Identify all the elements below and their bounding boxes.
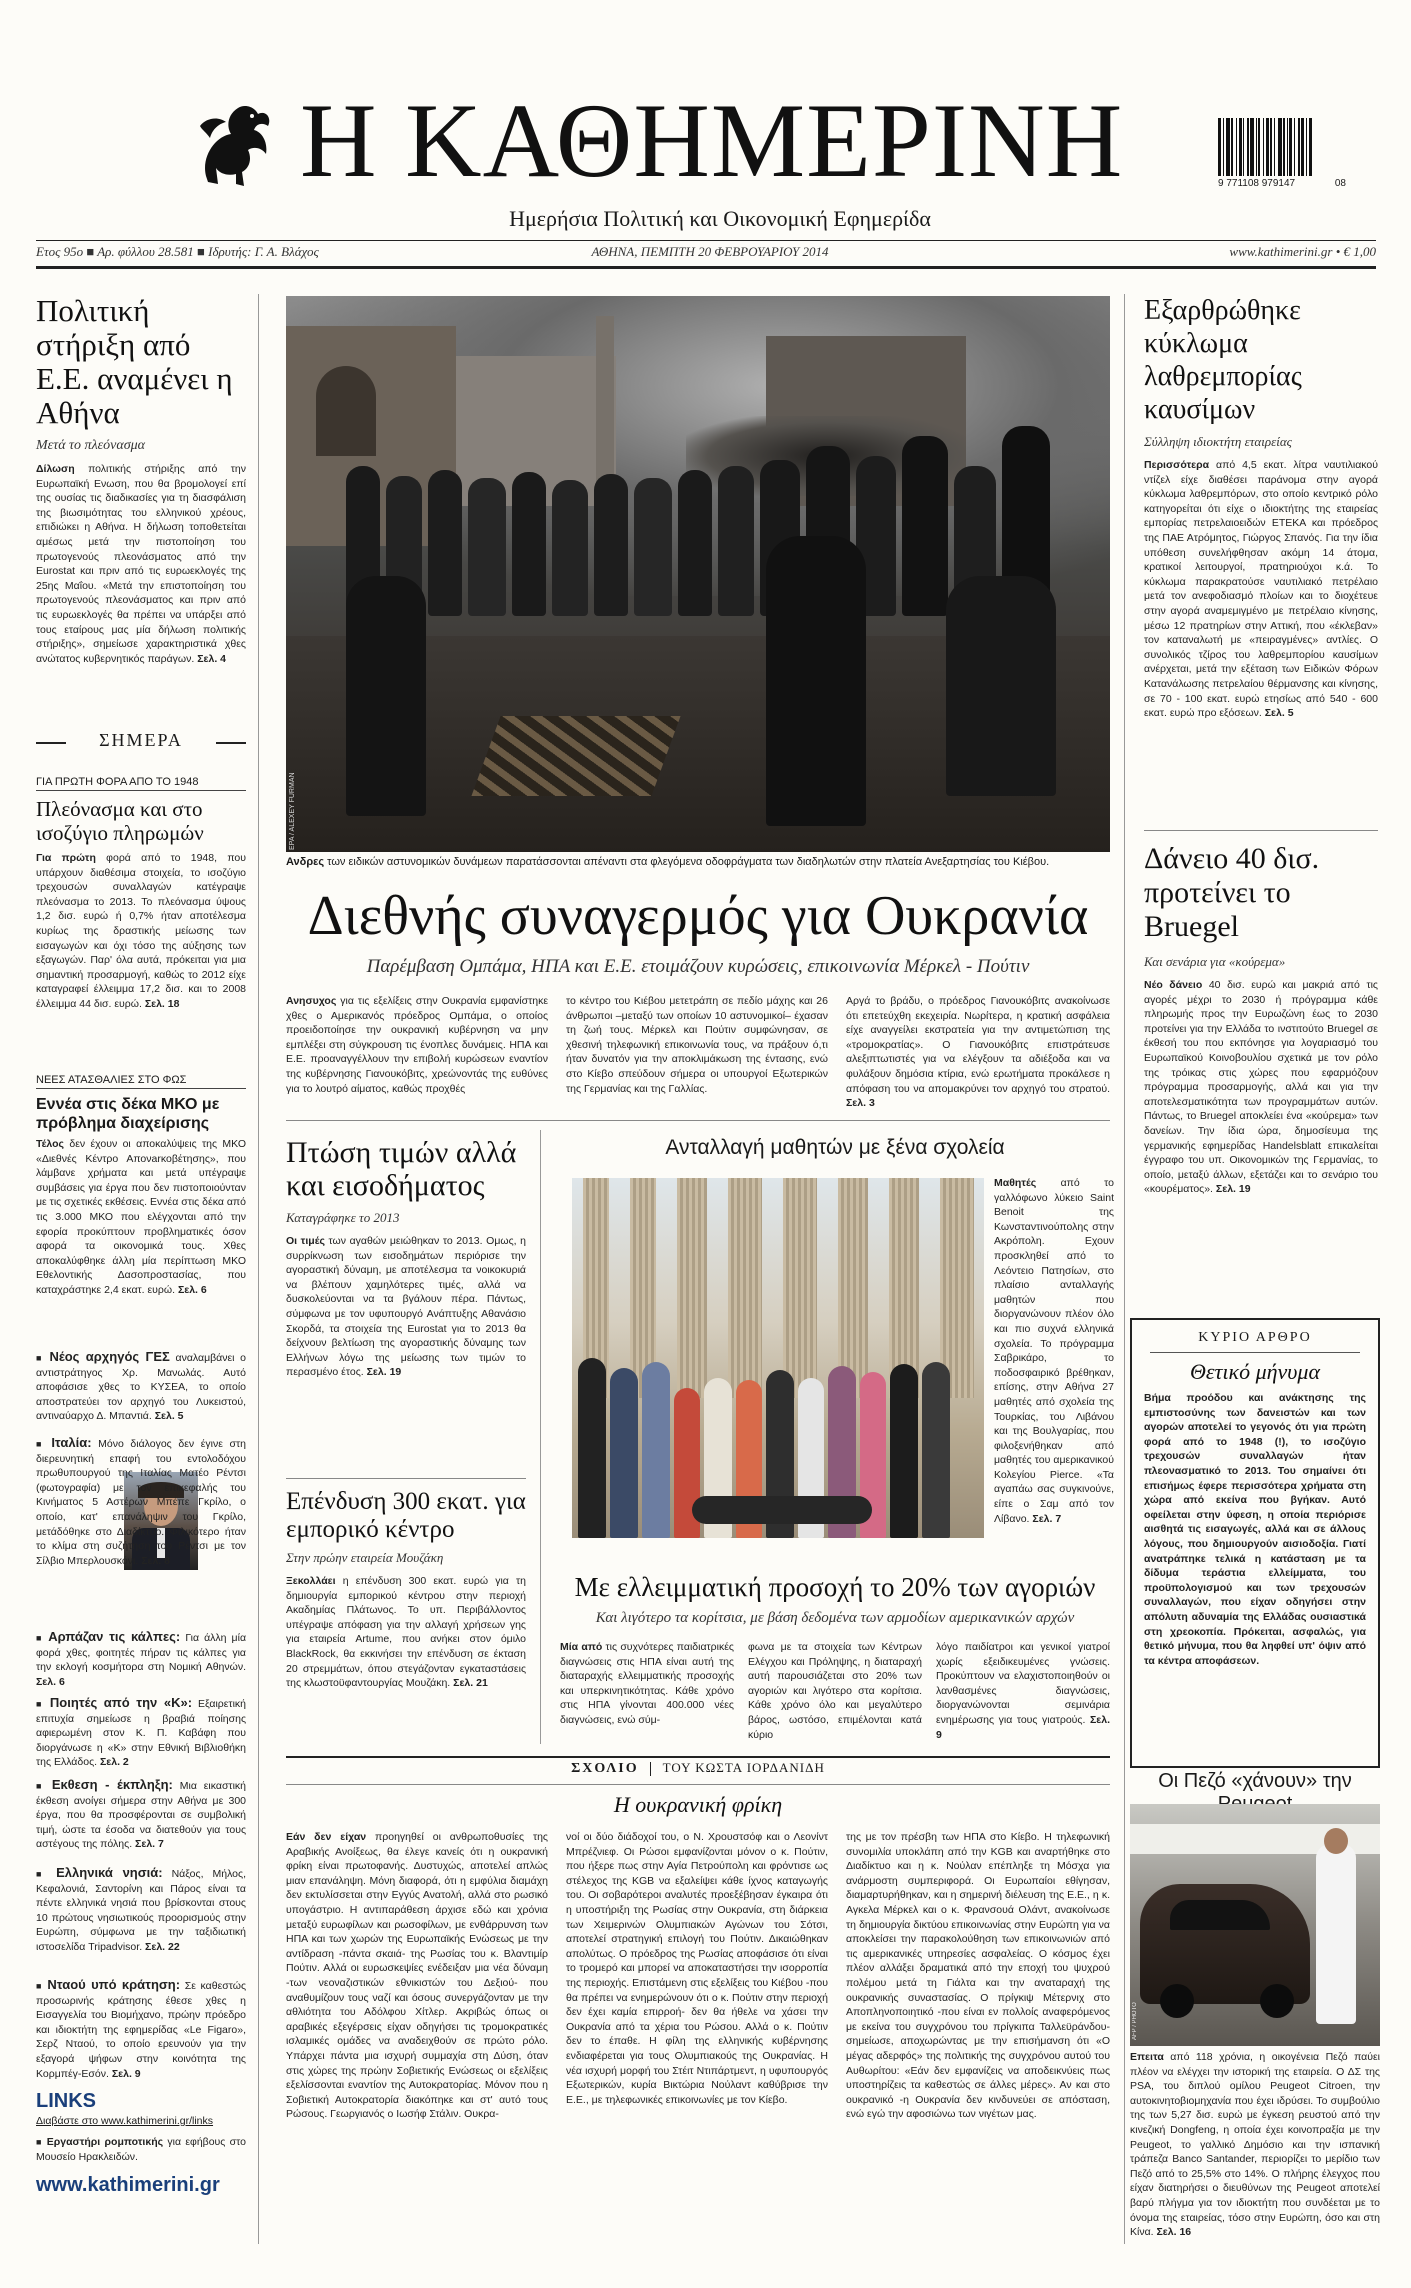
masthead-tagline: Ημερήσια Πολιτική και Οικονομική Εφημερίδα bbox=[509, 206, 931, 231]
boys-lead: Μία από bbox=[560, 1641, 603, 1653]
lead-col-3 bbox=[846, 994, 1110, 1112]
worker-figure bbox=[1316, 1844, 1356, 2024]
today-story-4-pin: ■ Ιταλία: bbox=[36, 1435, 92, 1450]
exchange-lead: Μαθητές bbox=[994, 1177, 1037, 1189]
today-story-9-pin: ■ Νταού υπό κράτηση: bbox=[36, 1977, 180, 1992]
today-story-1 bbox=[36, 776, 246, 1066]
today-story-3-pin: ■ Νέος αρχηγός ΓΕΣ bbox=[36, 1349, 170, 1364]
lead-story-lead: Ανησυχος bbox=[286, 995, 337, 1007]
links-label: LINKS bbox=[36, 2090, 96, 2112]
today-story-3-body: αναλαμβάνει ο αντιστράτηγος Χρ. Μανωλάς. Αυτό αποφάσισε χθες το ΚΥΣΕΑ, το οποίο αποστρατεύει τον αρχηγό του Λυκειστού, αντιναύαρχο Δ. Μπαντιά. bbox=[36, 1352, 247, 1423]
issue-date: ΑΘΗΝΑ, ΠΕΜΠΤΗ 20 ΦΕΒΡΟΥΑΡΙΟΥ 2014 bbox=[591, 244, 829, 259]
lead-photo-caption bbox=[286, 856, 1110, 874]
prices-kicker: Καταγράφηκε το 2013 bbox=[286, 1210, 400, 1225]
lead-photo-credit: EPA / ALEXEY FURMAN bbox=[289, 772, 296, 850]
fuel-body: από 4,5 εκατ. λίτρα ναυτιλιακού ντίζελ είχε διαθέσει παράνομα στην αγορά κύκλωμα λαθρεμπόρων, στο οποίο κεντρικό ρόλο κατηγορείται ότι είχε ο ιδιοκτήτης της εταιρείας εμπορίας πετρελαιοειδών ΕΤΕΚΑ και πρόεδρος της ΠΑΕ Ατρόμητος, Γιώργος Σπανός. Για την ίδια υπόθεση συνελήφθησαν ακόμη 14 άτομα, κρατικοί λειτουργοί, πρατηριούχοι κ.ά. Το κύκλωμα παρακρατούσε ναυτιλιακό πετρέλαιο μετά τον ανεφοδιασμό πλοίων και το διοχέτευε στην αγορά αναμεμιγμένο με πετρέλαιο κίνησης, μέσω 12 πρατηρίων στην Αττική, που «έκλεβαν» τον καταναλωτή με «πειραγμένες» αντλίες. Ο συνολικός τζίρος του λαθρεμπορίου καυσίμων ανέρχεται, μετά την εξέταση των Ειδικών Φόρων Κατανάλωσης πετρελαίου θέρμανσης και κίνησης, σε 70 - 100 εκατ. ευρώ ετησίως από 540 - 600 εκατ. ευρώ προ εξόσεων. bbox=[1144, 459, 1379, 720]
today-story-9-ref: Σελ. 9 bbox=[111, 2067, 141, 2080]
today-story-2-ref: Σελ. 6 bbox=[177, 1283, 207, 1296]
today-header bbox=[36, 730, 246, 756]
today-story-2-headline: Εννέα στις δέκα ΜΚΟ με πρόβλημα διαχείρισης bbox=[36, 1096, 220, 1132]
today-story-2-lead: Τέλος bbox=[36, 1138, 64, 1150]
today-story-1-lead: Για πρώτη bbox=[36, 852, 96, 864]
boys-col-1 bbox=[560, 1640, 734, 1744]
loan-kicker: Και σενάρια για «κούρεμα» bbox=[1144, 954, 1286, 969]
exchange-headline: Ανταλλαγή μαθητών με ξένα σχολεία bbox=[665, 1136, 1005, 1159]
exchange-body: από το γαλλόφωνο λύκειο Saint Benoit της Κωνσταντινούπολης στην Ακρόπολη. Εχουν προσκληθεί από το Λεόντειο Πατησίων, στο πλαίσιο ανταλλαγής μαθητών που διοργανώνουν πλέον όλο και πιο συχνά ελληνικά σχολεία. Το πρόγραμμα Σαβρικάρο, το ποδοσφαιρικό βρέθηκαν, επίσης, στην Αθήνα 27 μαθητές από σχολεία της Τουρκίας, του Λιβάνου και της Βουλγαρίας, που φιλοξενήθηκαν από μαθητές του αμερικανικού Κολεγίου Pierce. «Τα αγαπάω σας συγκινούνε, είπε ο Σαμ από τον Λίβανο. bbox=[994, 1177, 1114, 1525]
column-author: ΤΟΥ ΚΩΣΤΑ ΙΟΡΔΑΝΙΔΗ bbox=[662, 1760, 825, 1775]
links-item-pin: ■ Εργαστήρι ρομποτικής bbox=[36, 2136, 163, 2148]
today-story-2 bbox=[36, 1074, 246, 1344]
kiev-riot-photo bbox=[286, 296, 1110, 852]
left-story-kicker: Μετά το πλεόνασμα bbox=[36, 438, 145, 453]
investment-ref: Σελ. 21 bbox=[453, 1677, 488, 1690]
column-lead: Εάν δεν είχαν bbox=[286, 1831, 367, 1843]
loan-lead: Νέο δάνειο bbox=[1144, 979, 1203, 991]
today-story-7 bbox=[36, 1778, 246, 1860]
today-story-1-body: φορά από το 1948, που υπάρχουν διαθέσιμα στοιχεία, το ισοζύγιο τρεχουσών συναλλαγών κατέγραψε πλεόνασμα το 2013. Το πλεόνασμα ύψους 1,2 δισ. ευρώ ή 0,7% ήταν αποτέλεσμα κυρίως της δραστικής μείωσης των εισαγωγών και όχι τόσο της αύξησης των εξαγωγών. Παρ' όλα αυτά, πρόκειται για μια σημαντική προσαρμογή, καθώς το 2012 είχε καταγραφεί έλλειμμα 17,2 δισ. και το 2008 έλλειμμα 44 δισ. ευρώ. bbox=[36, 852, 246, 1010]
investment-headline: Επένδυση 300 εκατ. για εμπορικό κέντρο bbox=[286, 1488, 526, 1543]
editorial-box bbox=[1130, 1318, 1380, 1768]
caption-text: των ειδικών αστυνομικών δυνάμεων παρατάσσονται απέναντι στα φλεγόμενα οδοφράγματα των διαδηλωτών στην πλατεία Ανεξαρτησίας του Κιέβου. bbox=[327, 856, 1050, 868]
prices-headline: Πτώση τιμών αλλά και εισοδήματος bbox=[286, 1136, 517, 1202]
today-story-8-ref: Σελ. 22 bbox=[145, 1940, 180, 1953]
peugeot-body: από 118 χρόνια, η οικογένεια Πεζό παύει πλέον να ελέγχει την ιστορική της εταιρεία. Ο ΔΣ της PSA, του διπλού ομίλου Peugeot Citroen, την αυτοκινητοβιομηχανία που έχει ιδρύσει. Το συμβούλιο της των 5,27 δισ. ευρώ με έγκεση ρευστού από την κινεζική Dongfeng, η οποία έχει κοινοπραξία με την Peugeot, το γαλλικό Δημόσιο και την ισπανική τράπεζα Banco Santander, περιορίζει το μερίδιο των Πεζό από το 25,5% στο 14%. Ο πλήρης έλεγχος που είχαν διατηρήσει ο διευθύνων της Peugeot αποτελεί βαρύ πλήγμα για τον ιδιοκτήτη που συνδέεται με το όνομα της εταιρείας, τόσο στην Ευρώπη, όσο και στη Κίνα. bbox=[1130, 2051, 1381, 2239]
boys-col3-text: λόγο παιδίατροι και γενικοί γιατροί χωρίς εξειδικευμένες γνώσεις. Προκύπτουν να ελαχιστοποιηθούν οι λανθασμένες διαγνώσεις, διοργανώνονται σεμινάρια ενημέρωσης για τους γιατρούς. bbox=[936, 1641, 1110, 1726]
today-story-8-pin: ■ Ελληνικά νησιά: bbox=[36, 1865, 163, 1880]
lead-story-col1: για τις εξελίξεις στην Ουκρανία εμφανίστηκε χθες ο Αμερικανός πρόεδρος Ομπάμα, ο οποίος προειδοποίησε την ουκρανική κυβέρνηση να μην εμπλέξει στη σύγκρουση τις ένοπλες δυνάμεις. ΗΠΑ και Ε.Ε. προαναγγέλλουν την επιβολή κυρώσεων εναντίον της κυβέρνησης Γιανουκόβιτς, χρεώνοντάς της ευθύνες για το λουτρό αίματος, καθώς προχθές bbox=[286, 995, 548, 1095]
today-story-1-headline: Πλεόνασμα και στο ισοζύγιο πληρωμών bbox=[36, 797, 204, 845]
today-story-8-body: Νάξος, Μήλος, Κεφαλονιά, Σαντορίνη και Πάρος είναι τα πέντε ελληνικά νησιά που βρίσκονται στους 10 πρώτους νησιωτικούς προορισμούς στην Ευρώπη, σύμφωνα με την ταξιδιωτική ιστοσελίδα Tripadvisor. bbox=[36, 1868, 246, 1953]
boys-col-3 bbox=[936, 1640, 1110, 1744]
fuel-headline: Εξαρθρώθηκε κύκλωμα λαθρεμπορίας καυσίμων bbox=[1144, 295, 1302, 425]
column-header bbox=[286, 1760, 1110, 1782]
today-story-5-ref: Σελ. 6 bbox=[36, 1675, 65, 1688]
prices-body: των αγαθών μειώθηκαν το 2013. Ομως, η συρρίκνωση των εισοδημάτων περιόρισε την αγοραστική δύναμη, με αποτέλεσμα τα νοικοκυριά να βλέπουν χαμηλότερες τιμές, αλλά να δυσκολεύονται να τα βγάλουν πέρα. Πάντως, σύμφωνα με τον υφυπουργό Ανάπτυξης Αθανάσιο Σκορδά, τα στοιχεία της Eurostat για το 2013 θα δείχνουν βελτίωση της αγοραστικής δύναμης των Ελλήνων λόγω της μείωσης των τιμών το περασμένο έτος. bbox=[286, 1235, 527, 1379]
today-story-2-tag: ΝΕΕΣ ΑΤΑΣΘΑΛΙΕΣ ΣΤΟ ΦΩΣ bbox=[36, 1074, 246, 1089]
today-story-4-body: Μόνο διάλογος δεν έγινε στη διερευνητική επαφή του εντολοδόχου πρωθυπουργού της Ιταλίας Ματέο Ρέντσι (φωτογραφία) με τον επικεφαλής του Κινήματος 5 Αστέρων Μπέπε Γκρίλο, ο οποίο, κατ' επανάληψιν του Γκρίλο, μετάδόθηκε στο Διαδίκτυο. Φιλικότερο ήταν το κλίμα στη συζήτηση του Ρέντσι με τον Σίλβιο Μπερλουσκόνι. bbox=[36, 1438, 246, 1567]
left-story bbox=[36, 294, 246, 732]
exchange-text bbox=[994, 1176, 1114, 1550]
today-story-5-body: Για άλλη μία φορά χθες, φοιτητές πήραν τις κάλπες για την εκλογή κοσμήτορα στη Νομική Αθηνών. bbox=[36, 1632, 247, 1674]
lead-deck: Παρέμβαση Ομπάμα, ΗΠΑ και Ε.Ε. ετοιμάζουν κυρώσεις, επικοινωνία Μέρκελ - Πούτιν bbox=[366, 956, 1030, 977]
loan-story bbox=[1144, 842, 1378, 1312]
fuel-story bbox=[1144, 294, 1378, 814]
investment-kicker: Στην πρώην εταιρεία Μουζάκη bbox=[286, 1550, 444, 1565]
peugeot-headline: Οι Πεζό «χάνουν» την bbox=[1158, 1770, 1352, 1792]
column-col-2: νοί οι δύο διάδοχοί του, ο Ν. Χρουστσόφ και ο Λεονίντ Μπρέζνιεφ. Οι Ρώσοι εμφανίζονται μόνον ο κ. Πούτιν, που ήξερε πως στην Αγία Πετρούπολη και φρόντισε ως στέλεχος της KGB να εξαλείψει κάθε ίχνος καταγωγής του. Οι σοβαρότεροι αναλυτές προεξέβησαν έγκαιρα ότι η υποστήριξη της Ρωσίας στην Ουκρανία, στη διάρκεια των Χειμερινών Ολυμπιακών Αγώνων του Σότσι, αποτελεί στρατηγική επιλογή του Πούτιν. Δικαιώθηκαν απολύτως. Ο πρόεδρος της Ρωσίας αποφάσισε ότι είναι το τρομερό και μπορεί να αποκαταστήσει την ισορροπία της περιοχής. Επιστάμενη στις εξελίξεις του Κιέβου -που θα πρέπει να ενημερώνουν ότι ο κ. Πούτιν στην περιοχή δεν έχει καμία επιρροή- δεν θα ήθελε να χάσει την Ουκρανία από τα χέρια του Ρώσου. Αλλά ο κ. Πούτιν δεν το έπαθε. Η φίλη της ελληνικής κυβέρνησης ενδιαφέρεται για τους Ολυμπιακούς της Ουκρανίας. Η νέα ισχυρή μορφή του Στέιτ Ντιπάρτμεντ, η υφυπουργός Εξωτερικών, κυρία Βικτώρια Νούλαντ καθύβρισε την Ε.Ε., με τηλεφωνικές επικοινωνίες με τον Κίεβο. bbox=[566, 1831, 828, 2106]
loan-body: 40 δισ. ευρώ και μακριά από τις αγορές μέχρι το 2030 ή πρόγραμμα κάθε πληρωμής προς την Ευρωζώνη έως το 2030 προτείνει για την Ελλάδα το ινστιτούτο Bruegel σε έκθεσή του που εκπόνησε για λογαριασμό του Ευρωπαϊκού Κοινοβουλίου σχετικά με τον ρόλο της τρόικας στις χώρες που εφαρμόζουν πρόγραμμα προσαρμογής, αλλά και για την αποτελεσματικότητα των προγραμμάτων αυτών. Πάντως, το Bruegel αποκλείει ένα «κούρεμα» των δανείων. Την ίδια ώρα, δημοσίευμα της γερμανικής εφημερίδας Handelsblatt επικαλείται έγγραφο του υπ. Οικονομικών της Γερμανίας, το οποίο, μεταξύ άλλων, εξετάζει και το σενάριο του «κουρέματος». bbox=[1144, 979, 1378, 1196]
today-story-7-ref: Σελ. 7 bbox=[135, 1838, 164, 1851]
prices-lead: Οι τιμές bbox=[286, 1235, 325, 1247]
today-story-6 bbox=[36, 1696, 246, 1772]
today-story-1-ref: Σελ. 18 bbox=[144, 997, 180, 1010]
column-col-3: της με τον πρέσβη των ΗΠΑ στο Κίεβο. Η τηλεφωνική συνομιλία υποκλάπη από την KGB και αναρτήθηκε στο Διαδίκτυο και η κ. Νούλαν επέπληξε τη Μόσχα για ανάρμοστη συμπεριφορά. Οι Ευρωπαίοι εθίγησαν, διαμαρτυρήθηκαν, και η σημερινή διέλευση της Ε.Ε., η κ. Αγκελα Μέρκελ και ο κ. Φρανσουά Ολάντ, ανακοίνωσε τη δημιουργία δικτύου επικοινωνίας στην Ευρώπη για να αποκλείσει την παρακολούθηση των επικοινωνιών από τις αμερικανικές υπηρεσίες ασφαλείας. Ο κόσμος έχει πλέον αλλάξει δραματικά από την εποχή του ψυχρού πολέμου μετά τη Γιάλτα και την αναταραχή της ουκρανικής συναστασίας. Ο πρίγκιψ Μέτερνιχ στο Αποπληνοποιητικό -που είναι εν πολλοίς αναφερόμενος με εκείνα του συγχρόνου του πρίγκιπα Ταλλεϋράνδου- σημείωσε, αποχωρώντας με την επισήμανση ότι «Ο μέγας αδερφός» της πολιτικής της συγχρόνου αυτού του Αυθωρίτου: «Εάν δεν εμφανίζεις να αποδεικνύεις πως υποστηρίζεις τα καθεστώς σε άλλες μέρες». Αν και στο ουκρανικό -η Ουκρανία δεν κινδυνεύει σε απόσταση, ενώ εγώ την αφοσιώνω των νιγέτων μας. bbox=[846, 1831, 1110, 2121]
exchange-ref: Σελ. 7 bbox=[1032, 1512, 1062, 1525]
lead-story-col3: Αργά το βράδυ, ο πρόεδρος Γιανουκόβιτς ανακοίνωσε ότι επετεύχθη εκεχειρία. Νωρίτερα, η κρατική ασφάλεια είχε αναγγείλει εκστρατεία για την αντιμετώπιση της «τρομοκρατίας». Ο Γιανουκόβιτς επιστράτευσε αλεξιπτωτιστές για να ελέγξουν τα αδιέξοδα και να φυλάξουν δημόσια κτίρια, ενώ ερωτήματα προκάλεσε η απόφαση του να απομακρύνει τον αρχηγό του στρατού. bbox=[846, 995, 1110, 1095]
loan-headline: Δάνειο 40 δισ. προτείνει το Bruegel bbox=[1144, 842, 1320, 943]
today-label: ΣΗΜΕΡΑ bbox=[99, 730, 183, 750]
today-story-9-body: Σε καθεστώς προσωρινής κράτησης έθεσε χθες η Εισαγγελία του Βιομήχανο, πρώην πρόεδρο και ιδιοκτήτη της εφημερίδας «Le Figaro», Σερζ Νταού, το οποίο ερευνούν για την εξαγορά ψήφων στην κοινότητα της Κορμπέγ-Εσόν. bbox=[36, 1980, 247, 2080]
links-item-body: για εφήβους στο Μουσείο Ηρακλειδών. bbox=[36, 2136, 246, 2163]
left-story-body: πολιτικής στήριξης από την Ευρωπαϊκή Ενωση, που θα βρομολογεί επί της ουσίας τις διαδικασίες για τη διασφάλιση της βιωσιμότητας του ελληνικού χρέους, επιδιώκει η Αθήνα. Η δήλωση τοποθετείται αμέσως μετά την πιστοποίηση του πρωτογενούς πλεονάσματος από την Eurostat και πριν από τις ευρωεκλογές της 25ης Μαΐου. «Μετά την επιστοποίηση του πρωτογενούς πλεονάσματος και πριν από τις ευρωεκλογές θα πρέπει να υπάρξει από τους εταίρους μας μία δήλωση πολιτικής στήριξης», σημείωσε χαρακτηριστικά χθες ανώτατος κυβερνητικός παράγων. bbox=[36, 463, 246, 665]
left-story-headline: Πολιτική στήριξη από Ε.Ε. αναμένει η Αθήνα bbox=[36, 293, 233, 430]
today-story-4 bbox=[36, 1436, 246, 1604]
today-story-5-pin: ■ Αρπάζαν τις κάλπες: bbox=[36, 1629, 180, 1644]
masthead-title: Η ΚΑΘΗΜΕΡΙΝΗ bbox=[300, 82, 1124, 199]
boys-deck: Και λιγότερο τα κορίτσια, με βάση δεδομένα των αρμοδίων αμερικανικών αρχών bbox=[595, 1610, 1075, 1626]
today-story-6-pin: ■ Ποιητές από την «Κ»: bbox=[36, 1695, 192, 1710]
prices-ref: Σελ. 19 bbox=[366, 1366, 402, 1379]
editorial-label: ΚΥΡΙΟ ΑΡΘΡΟ bbox=[1198, 1330, 1312, 1345]
lead-headline: Διεθνής συναγερμός για Ουκρανία bbox=[307, 885, 1089, 947]
today-story-6-ref: Σελ. 2 bbox=[99, 1756, 129, 1769]
today-story-8 bbox=[36, 1866, 246, 1968]
links-box bbox=[36, 2090, 246, 2250]
peugeot-ref: Σελ. 16 bbox=[1156, 2226, 1192, 2239]
today-story-3 bbox=[36, 1350, 246, 1432]
issue-info: Ετος 95ο ■ Αρ. φύλλου 28.581 ■ Ιδρυτής: Γ. Α. Βλάχος bbox=[36, 244, 319, 259]
griffin-emblem-icon bbox=[196, 96, 274, 196]
website-link[interactable]: www.kathimerini.gr bbox=[36, 2174, 220, 2197]
investment-story bbox=[286, 1488, 526, 1744]
lead-col-1 bbox=[286, 994, 548, 1112]
editorial-body: Βήμα προόδου και ανάκτησης της εμπιστοσύνης των δανειστών και των αγορών αποτελεί το γεγονός ότι για πρώτη φορά από το 1948 (!), το ισοζύγιο τρεχουσών συναλλαγών ήταν πλεονασματικό το 2013. Του σημαίνει ότι επισήμως έφερε περισσότερα χρήματα στη χώρα από εκείνα που βγήκαν. Αυτό οφείλεται στην ύφεση, η οποία περιόρισε αισθητά τις εισαγωγές, αλλά και σε άλλους λόγους, που δημιουργούν αισιοδοξία. Γιατί ανατράπηκε τελικά η κατάσταση με τα δίδυμα τεράστια ελλείμματα, του προϋπολογισμού και των τρεχουσών συναλλαγών, που είχαν οδηγήσει στην απόλυτη αδυναμία της Ελλάδας ουσιαστικά στη χρεοκοπία. Πρόκειται, ασφαλώς, για θετικό μήνυμα, που θα ληφθεί υπ' όψιν από τα κέντρα αποφάσεων. bbox=[1144, 1392, 1366, 1667]
editorial-headline: Θετικό μήνυμα bbox=[1189, 1359, 1320, 1384]
barcode-bars-icon bbox=[1218, 118, 1346, 176]
lead-col-2: το κέντρο του Κιέβου μετετράπη σε πεδίο μάχης και 26 άνθρωποι –μεταξύ των οποίων 10 αστυνομικοί– έχασαν τη ζωή τους. Μέρκελ και Πούτιν συμφώνησαν, σε χθεσινή τηλεφωνική επικοινωνία τους, να πράξουν ό,τι ήταν δυνατόν για την αποκλιμάκωση της έντασης, ενώ στο Κίεβο σπεύδουν σήμερα οι υπουργοί Εξωτερικών της Γερμανίας και της Γαλλίας. bbox=[566, 995, 828, 1095]
today-story-7-body: Μια εικαστική έκθεση ανοίγει σήμερα στην Αθήνα με 300 έργα, που θα προσφέρονται σε συμβολική τιμή, ώστε τα έσοδα να διατεθούν για τους αστέγους της πόλης. bbox=[36, 1780, 247, 1851]
today-story-3-ref: Σελ. 5 bbox=[154, 1410, 184, 1423]
boys-col1-text: τις συχνότερες παιδιατρικές διαγνώσεις στις ΗΠΑ είναι αυτή της διαταραχής ελλειμματικής προσοχής και υπερκινητικότητας. Κάθε χρόνο στις ΗΠΑ γίνονται 400.000 νέες διαγνώσεις, ενώ σύμ- bbox=[560, 1641, 734, 1726]
left-story-lead: Δίλωση bbox=[36, 463, 75, 475]
investment-body: η επένδυση 300 εκατ. ευρώ για τη δημιουργία εμπορικού κέντρου στην περιοχή Ακαδημίας Πλάτωνος. Το υπ. Περιβάλλοντος υπέγραψε απόφαση για την αλλαγή χρήσεων γης για εταιρεία Artume, που ανήκει στον όμιλο BlackRock, θα εκκινήσει την επένδυση σε έκταση 20 στρεμμάτων, όπου στεγάζονταν εγκαταστάσεις της κλωστοϋφαντουργίας Μουζάκη. bbox=[286, 1575, 526, 1690]
today-story-2-body: δεν έχουν οι αποκαλύψεις της ΜΚΟ «Διεθνές Κέντρο Απονarκοβέτησης», που λάμβανε χρήματα και μετά υπέγραψε συμβάσεις για έργα που δεν πιστοποιούνταν με τις σχετικές εκθέσεις. Εννέα στις δέκα από τις 3.000 ΜΚΟ που ελέγχονται από την εφορία προκύπτουν προβληματικές όσον αφορά τα οικονομικά τους. Χθες αποκαλύφθηκε άλλη μία περίπτωση ΜΚΟ Εθελοντικής Δασοπροστασίας, που καταχράστηκε 2,4 εκατ. ευρώ. bbox=[36, 1138, 246, 1296]
loan-ref: Σελ. 19 bbox=[1215, 1183, 1251, 1196]
today-story-6-body: Εξαιρετική επιτυχία σημείωσε η βραβιά ποίησης αφιερωμένη στον Κ. Π. Καβάφη που διοργάνωσε η «Κ» στην Εθνική Βιβλιοθήκη της Ελλάδος. bbox=[36, 1698, 247, 1769]
today-story-9 bbox=[36, 1978, 246, 2082]
fuel-kicker: Σύλληψη ιδιοκτήτη εταιρείας bbox=[1144, 434, 1292, 449]
students-acropolis-photo bbox=[572, 1178, 984, 1538]
barcode bbox=[1218, 118, 1346, 198]
left-story-ref: Σελ. 4 bbox=[197, 652, 227, 665]
investment-lead: Ξεκολλάει bbox=[286, 1575, 336, 1587]
fuel-ref: Σελ. 5 bbox=[1264, 707, 1294, 720]
lead-story-ref: Σελ. 3 bbox=[846, 1097, 875, 1110]
today-story-5 bbox=[36, 1630, 246, 1690]
caption-lead: Ανδρες bbox=[286, 856, 325, 868]
links-url[interactable]: Διαβάστε στο www.kathimerini.gr/links bbox=[36, 2115, 214, 2127]
peugeot-photo-credit: AFP / PHOTO bbox=[1132, 2002, 1138, 2040]
column-col-1 bbox=[286, 1830, 548, 2250]
today-story-4-ref: Σελ. 8 bbox=[141, 1554, 170, 1567]
column-label: ΣΧΟΛΙΟ bbox=[571, 1761, 639, 1776]
griffin-logo bbox=[196, 96, 274, 196]
today-story-7-pin: ■ Εκθεση - έκπληξη: bbox=[36, 1777, 173, 1792]
boys-col-2: φωνα με τα στοιχεία των Κέντρων Ελέγχου και Πρόληψης, η διαταραχή αυτή παρουσιάζεται στο 20% των αγοριών και λιγότερο στα κορίτσια. Κάθε χρόνο όλο και μεγαλύτερο βάρος, ωστόσο, επιμέλονται κατά κύριο bbox=[748, 1641, 922, 1741]
peugeot-text bbox=[1130, 2050, 1380, 2246]
peugeot-lead: Επειτα bbox=[1130, 2051, 1164, 2063]
prices-story bbox=[286, 1136, 526, 1458]
fuel-lead: Περισσότερα bbox=[1144, 459, 1210, 471]
today-story-1-tag: ΓΙΑ ΠΡΩΤΗ ΦΟΡΑ ΑΠΟ ΤΟ 1948 bbox=[36, 776, 246, 791]
boys-headline: Με ελλειμματική προσοχή το 20% των αγοριών bbox=[574, 1572, 1096, 1602]
peugeot-photo bbox=[1130, 1804, 1380, 2046]
issue-price: www.kathimerini.gr • € 1,00 bbox=[1229, 244, 1376, 259]
column-headline: Η ουκρανική φρίκη bbox=[613, 1792, 783, 1817]
column-col1-text: προηγηθεί οι ανθρωποθυσίες της Αραβικής Ανοίξεως, θα έλεγε κανείς ότι η ουκρανική φρίκη είναι πρωτοφανής. Δυστυχώς, αποτελεί απλώς μιαν επανάληψη. Μόνη διαφορά, ότι η εμφύλια διαμάχη δεν εκτυλίσσεται στην Εγγύς Ανατολή, αλλά στο ρωσικό υπογάστριο. Η αντιπαράθεση άρχισε εδώ και χρόνια μεταξύ ευρωφίλων και ρωσοφίλων, με ενθάρρυνση των ΗΠΑ και των χωρών της Ευρωπαϊκής Ενώσεως με την αντίδραση -πάντα σκαιά- της Ρωσίας του κ. Βλαντιμίρ Πούτιν. Αλλά οι ευρωσκεψίες ενέδειξαν μια νέα δύναμη -των νεοναζιστικών εθνικιστών του Δεξιού- που αναθυμίζουν τους ναζί και όσους συνεργάζονταν με την αθλιότητα του Αδόλφου Χίτλερ. Ακριβώς όπως οι αραβικές εξεγέρσεις είχαν οδηγήσει τις τρομοκρατικές ισλαμικές ομάδες να αναδειχθούν σε πρώτο ρόλο. Υπάρχει πάντα μια ισχυρή συμμαχία στη Δύση, όταν στις χώρες της πρώην Σοβιετικής Ενώσεως οι εξελίξεις εξελίσσονται εναντίον της Αυτοκρατορίας. Μόνον που η Σοβιετική Αυτοκρατορία διακόπηκε και στ' αυτό τους Ρώσους. Γεωργιανός ο Ιωσήφ Στάλιν. Ουκρα- bbox=[286, 1831, 548, 2121]
barcode-issue: 08 bbox=[1334, 178, 1346, 189]
barcode-number: 9 771108 979147 bbox=[1218, 178, 1296, 189]
boys-ref: Σελ. 9 bbox=[936, 1713, 1111, 1741]
